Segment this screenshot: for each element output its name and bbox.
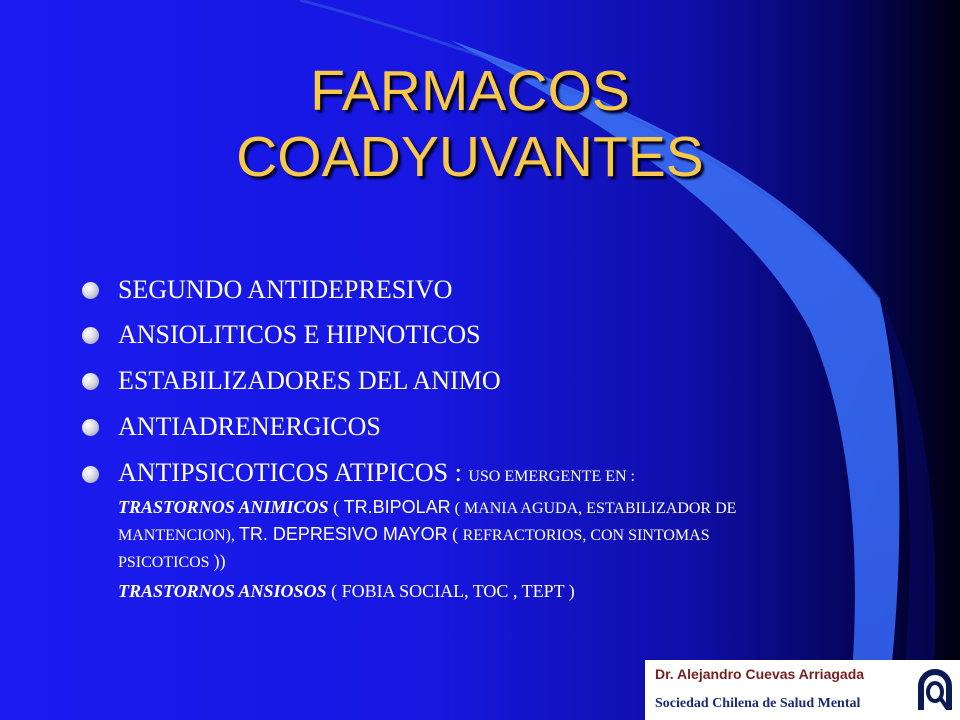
footer-society: Sociedad Chilena de Salud Mental	[655, 696, 861, 711]
bullet-icon	[82, 282, 99, 299]
sub-line-depresivo	[118, 524, 710, 545]
bullet-icon	[82, 419, 99, 436]
bullet-item: ANSIOLITICOS E HIPNOTICOS	[118, 320, 481, 349]
bullet-icon	[82, 373, 99, 390]
psicoticos-text: PSICOTICOS	[118, 554, 214, 571]
animicos-label: TRASTORNOS ANIMICOS	[118, 497, 329, 517]
sub-line-animicos	[118, 497, 736, 518]
ansiosos-rest: ( FOBIA SOCIAL, TOC , TEPT )	[326, 581, 575, 601]
mantencion-text: MANTENCION),	[118, 527, 239, 544]
bullet-item	[118, 458, 635, 488]
title-line-2: COADYUVANTES	[236, 125, 704, 189]
bipolar-detail: ( MANIA AGUDA, ESTABILIZADOR DE	[450, 500, 737, 517]
footer-credit	[645, 660, 960, 720]
title-line-1: FARMACOS	[310, 59, 630, 123]
depresivo-label: TR. DEPRESIVO MAYOR	[238, 524, 448, 544]
bipolar-label: TR.BIPOLAR	[343, 497, 451, 517]
sub-line-psicoticos	[118, 551, 226, 572]
bullet-item: SEGUNDO ANTIDEPRESIVO	[118, 275, 453, 304]
psicoticos-close: ))	[213, 551, 226, 571]
ansiosos-label: TRASTORNOS ANSIOSOS	[118, 581, 327, 601]
bullet-item: ANTIADRENERGICOS	[118, 412, 381, 441]
bullet-icon	[82, 327, 99, 344]
bullet-item: ESTABILIZADORES DEL ANIMO	[118, 366, 501, 395]
bullet-icon	[82, 466, 99, 483]
footer-author: Dr. Alejandro Cuevas Arriagada	[655, 666, 865, 682]
refractorios-text: REFRACTORIOS, CON SINTOMAS	[462, 527, 710, 544]
slide-title	[150, 58, 790, 190]
sub-line-ansiosos	[118, 581, 575, 602]
bullet-item-main: ANTIPSICOTICOS ATIPICOS :	[118, 458, 469, 487]
depresivo-paren: (	[447, 524, 463, 544]
bullet-item-note: USO EMERGENTE EN :	[468, 468, 635, 485]
society-logo-icon	[915, 666, 955, 716]
animicos-open: (	[328, 497, 344, 517]
